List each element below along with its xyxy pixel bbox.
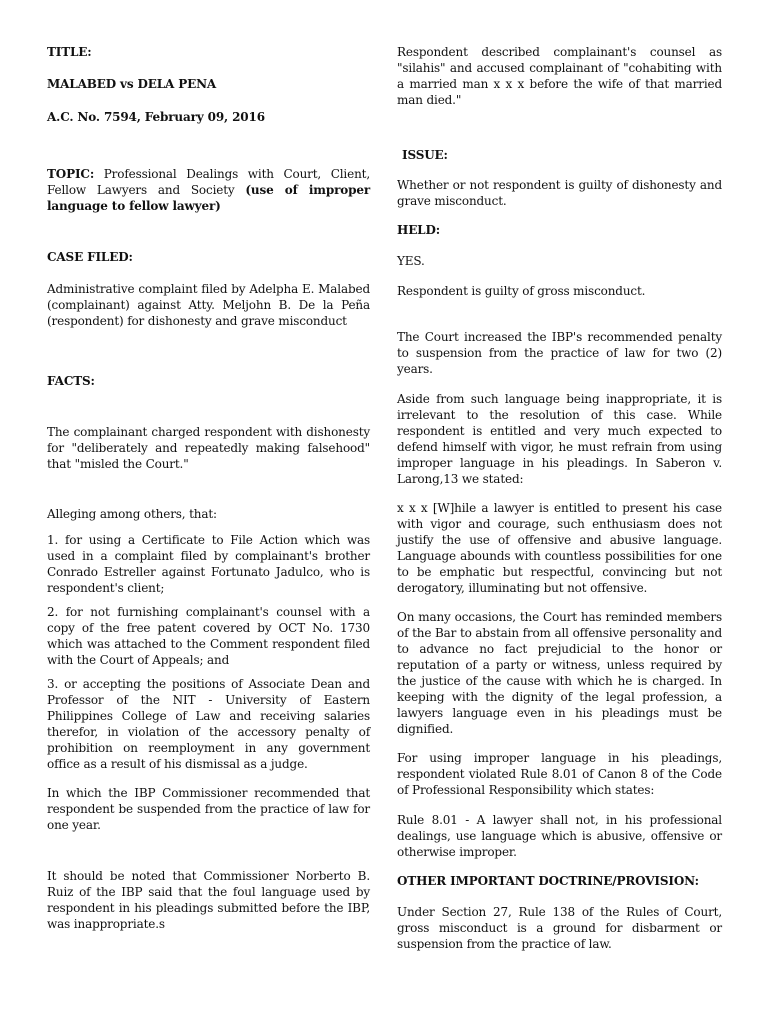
facts-item-3: 3. or accepting the positions of Associate Dean and Professor of the NIT - University of Eastern Philippines College of Law and receiving salaries therefor, in violation of the accessory penalty of prohibition on reemployment in any government office as a result of his dismissal as a judge. — [47, 677, 370, 771]
other-doctrine-label: OTHER IMPORTANT DOCTRINE/PROVISION: — [397, 874, 699, 888]
rule-text: Rule 8.01 - A lawyer shall not, in his professional dealings, use language which is abusive, offensive or otherwise improper. — [397, 813, 722, 859]
facts-item-2: 2. for not furnishing complainant's counsel with a copy of the free patent covered by OCT No. 1730 which was attached to the Comment respondent filed with the Court of Appeals; and — [47, 605, 370, 667]
topic-text: Professional Dealings with Court, Client, Fellow Lawyers and Society — [47, 167, 370, 197]
held-label: HELD: — [397, 223, 441, 237]
title-label: TITLE: — [47, 45, 92, 59]
other-doctrine-text: Under Section 27, Rule 138 of the Rules of Court, gross misconduct is a ground for disbarment or suspension from the practice of law. — [397, 905, 722, 951]
issue-label: ISSUE: — [402, 148, 448, 162]
issue-text: Whether or not respondent is guilty of dishonesty and grave misconduct. — [397, 178, 722, 208]
quote-paragraph-1: x x x [W]hile a lawyer is entitled to present his case with vigor and courage, such enthusiasm does not justify the use of offensive and abusive language. Language abounds with countless possibilities for one to be emphatic but respectful, convincing but not derogatory, illuminating but not offensive. — [397, 501, 722, 595]
case-filed-label: CASE FILED: — [47, 250, 133, 264]
ibp-recommendation: In which the IBP Commissioner recommended that respondent be suspended from the practice of law for one year. — [47, 786, 370, 832]
respondent-description: Respondent described complainant's counsel as "silahis" and accused complainant of "cohabiting with a married man x x x before the wife of that married man died." — [397, 45, 722, 107]
commissioner-note: It should be noted that Commissioner Norberto B. Ruiz of the IBP said that the foul language used by respondent in his pleadings submitted before the IBP, was inappropriate.s — [47, 869, 370, 931]
facts-paragraph: The complainant charged respondent with dishonesty for "deliberately and repeatedly making falsehood" that "misled the Court." — [47, 425, 370, 471]
rule-violation-paragraph: For using improper language in his pleadings, respondent violated Rule 8.01 of Canon 8 of the Code of Professional Responsibility which states: — [397, 751, 722, 797]
held-guilty: Respondent is guilty of gross misconduct. — [397, 284, 646, 298]
topic-bold-text: (use of improper language to fellow lawyer) — [47, 183, 370, 213]
facts-label: FACTS: — [47, 374, 95, 388]
topic-label: TOPIC: — [47, 167, 95, 181]
language-paragraph: Aside from such language being inappropriate, it is irrelevant to the resolution of this case. While respondent is entitled and very much expected to defend himself with vigor, he must refrain from using improper language in his pleadings. In Saberon v. Larong,13 we stated: — [397, 392, 722, 486]
quote-paragraph-2: On many occasions, the Court has reminded members of the Bar to abstain from all offensive personality and to advance no fact prejudicial to the honor or reputation of a party or witness, unless required by the justice of the cause with which he is charged. In keeping with the dignity of the legal profession, a lawyers language even in his pleadings must be dignified. — [397, 610, 722, 736]
held-yes: YES. — [397, 254, 425, 268]
case-filed-text: Administrative complaint filed by Adelpha E. Malabed (complainant) against Atty. Meljohn B. De la Peña (respondent) for dishonesty and grave misconduct — [47, 282, 370, 328]
case-citation: A.C. No. 7594, February 09, 2016 — [47, 110, 265, 124]
facts-item-1: 1. for using a Certificate to File Action which was used in a complaint filed by complainant's brother Conrado Estreller against Fortunato Jadulco, who is respondent's client; — [47, 533, 370, 595]
case-title: MALABED vs DELA PENA — [47, 77, 217, 91]
facts-alleging: Alleging among others, that: — [47, 507, 217, 521]
penalty-paragraph: The Court increased the IBP's recommended penalty to suspension from the practice of law for two (2) years. — [397, 330, 722, 376]
topic-paragraph — [47, 166, 370, 214]
